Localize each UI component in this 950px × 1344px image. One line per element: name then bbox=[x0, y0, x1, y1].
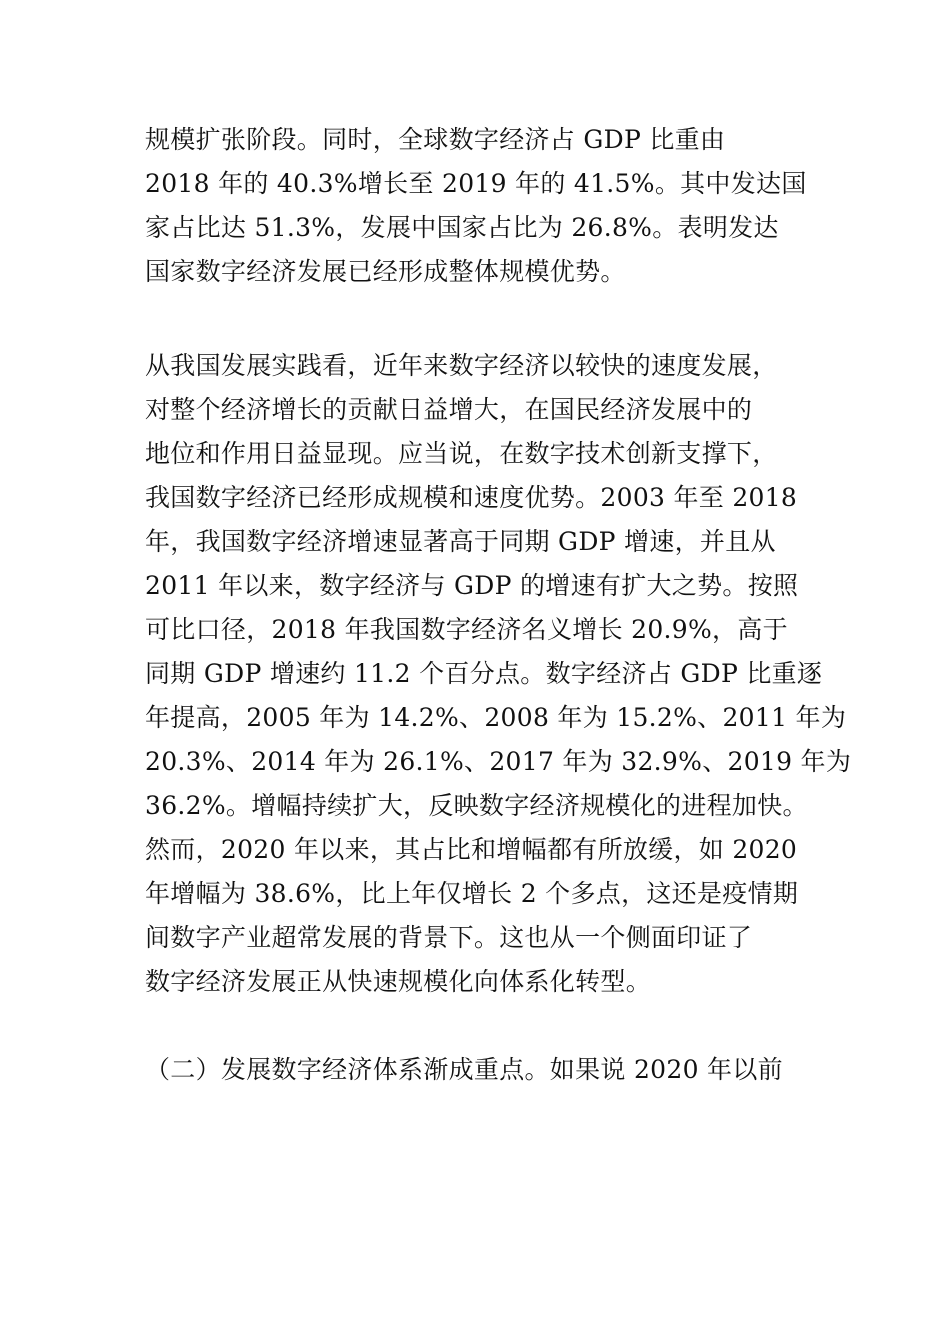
text-line: 我国数字经济已经形成规模和速度优势。2003 年至 2018 bbox=[145, 483, 798, 512]
text-line: 地位和作用日益显现。应当说，在数字技术创新支撑下， bbox=[145, 439, 778, 468]
text-line: 20.3%、2014 年为 26.1%、2017 年为 32.9%、2019 年为 bbox=[145, 747, 852, 776]
text-line: 从我国发展实践看，近年来数字经济以较快的速度发展， bbox=[145, 351, 778, 380]
paragraph-section-two-heading bbox=[145, 1048, 845, 1092]
text-line: 年，我国数字经济增速显著高于同期 GDP 增速，并且从 bbox=[145, 527, 776, 556]
text-line: 然而，2020 年以来，其占比和增幅都有所放缓，如 2020 bbox=[145, 835, 798, 864]
text-line: 2018 年的 40.3%增长至 2019 年的 41.5%。其中发达国 bbox=[145, 169, 807, 198]
text-line: 国家数字经济发展已经形成整体规模优势。 bbox=[145, 257, 626, 286]
text-line: 2011 年以来，数字经济与 GDP 的增速有扩大之势。按照 bbox=[145, 571, 799, 600]
text-line: 36.2%。增幅持续扩大，反映数字经济规模化的进程加快。 bbox=[145, 791, 808, 820]
text-line: 年提高，2005 年为 14.2%、2008 年为 15.2%、2011 年为 bbox=[145, 703, 847, 732]
paragraph-china-practice bbox=[145, 344, 852, 1004]
text-line: 家占比达 51.3%，发展中国家占比为 26.8%。表明发达 bbox=[145, 213, 779, 242]
paragraph-global-digital-economy bbox=[145, 118, 845, 294]
text-line: 可比口径，2018 年我国数字经济名义增长 20.9%，高于 bbox=[145, 615, 788, 644]
text-line: 数字经济发展正从快速规模化向体系化转型。 bbox=[145, 967, 652, 996]
text-line: 同期 GDP 增速约 11.2 个百分点。数字经济占 GDP 比重逐 bbox=[145, 659, 823, 688]
text-line: 间数字产业超常发展的背景下。这也从一个侧面印证了 bbox=[145, 923, 753, 952]
text-line: 对整个经济增长的贡献日益增大，在国民经济发展中的 bbox=[145, 395, 753, 424]
text-line: 年增幅为 38.6%，比上年仅增长 2 个多点，这还是疫情期 bbox=[145, 879, 799, 908]
text-line: （二）发展数字经济体系渐成重点。如果说 2020 年以前 bbox=[145, 1055, 783, 1084]
text-line: 规模扩张阶段。同时，全球数字经济占 GDP 比重由 bbox=[145, 125, 726, 154]
